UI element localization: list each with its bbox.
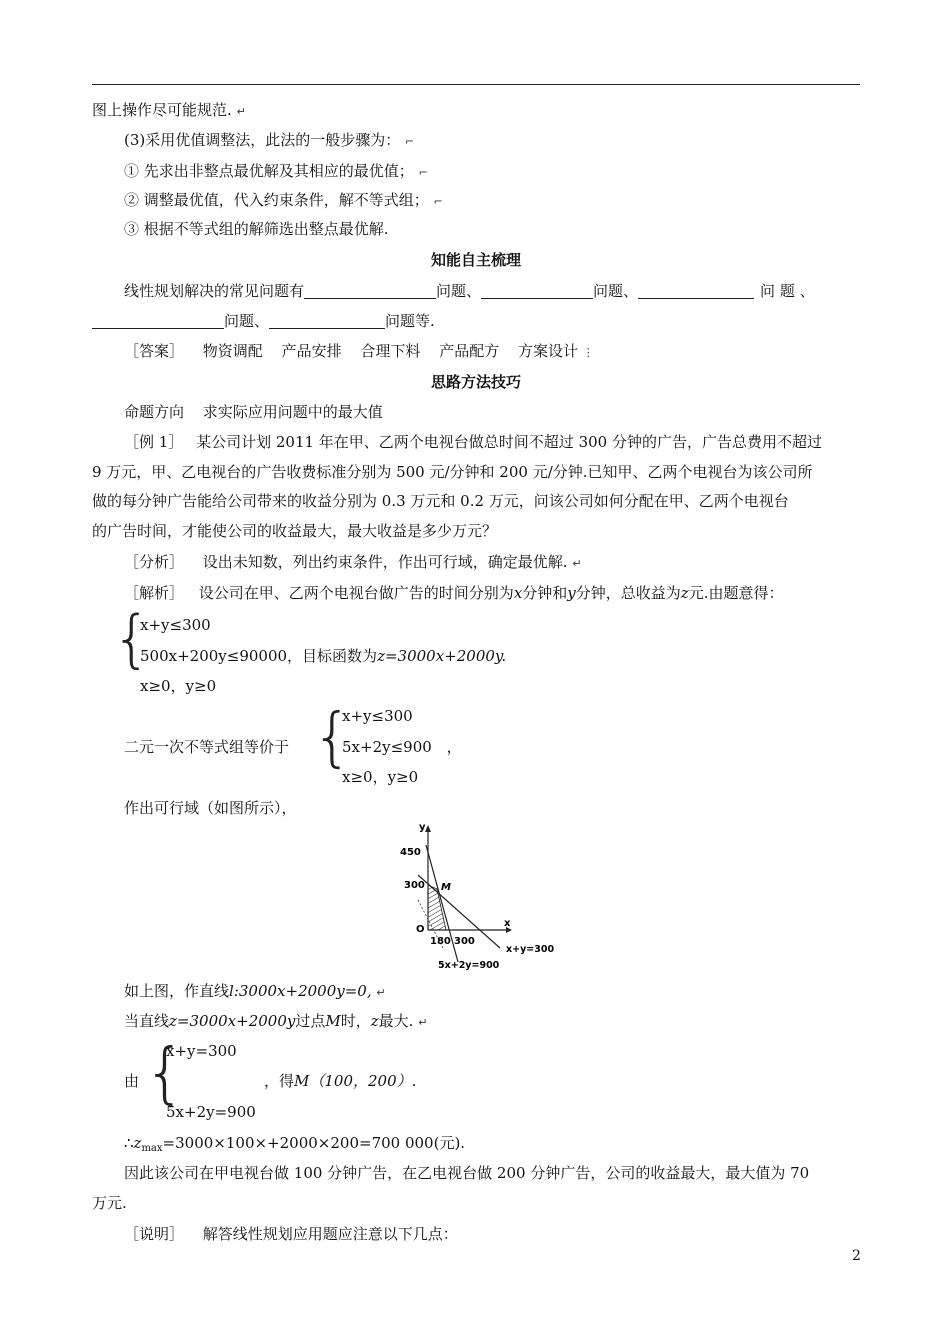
note-line [124,1223,458,1245]
example-line-1 [124,431,822,453]
direction-line [124,401,383,423]
page-number: 2 [852,1248,861,1264]
sys2-line-1: x+y≤300 [342,707,413,725]
text: 问 题 、 [760,282,815,300]
text: 设出未知数，列出约束条件，作出可行域，确定最优解. [202,553,568,571]
blank [269,312,385,329]
text: 问题、 [593,282,639,300]
sys1-line-3: x≥0，y≥0 [140,677,217,695]
sys2-line-2 [342,736,462,758]
text: 设公司在甲、乙两个电视台做广告的时间分别为 [198,584,514,602]
y-arrow-icon [425,825,431,832]
equiv-text: 二元一次不等式组等价于 [124,738,290,756]
text: =3000×100×+2000×200=700 000(元). [162,1134,466,1152]
y-tick: 300 [404,880,425,891]
text: 当直线 [124,1012,170,1030]
text: 5x+2y≤900 [342,738,432,756]
point-label: M [441,882,451,893]
line1-label: x+y=300 [506,944,555,955]
text: 元.由题意得： [688,584,784,602]
text: 500x+200y≤90000，目标函数为 [140,647,378,665]
header-rule [92,84,860,85]
line-1 [92,99,246,123]
line2-label: 5x+2y=900 [438,960,500,971]
return-mark-icon: ⌐ [433,195,443,208]
x-tick: 300 [454,936,475,947]
text: 问题等. [385,312,435,330]
x-tick: 180 [430,936,451,947]
example-line-4: 的广告时间，才能使公司的收益最大，最大收益是多少万元？ [92,522,498,540]
answer-item: 产品安排 [281,342,342,360]
x-axis-label: x [504,918,511,929]
blank [92,312,224,329]
example-line-2: 9 万元，甲、乙电视台的广告收费标准分别为 500 元/分钟和 200 元/分钟.已知甲、乙两个电视台为该公司所 [92,463,813,481]
brace-icon: { [144,1034,186,1111]
subscript: max [141,1143,163,1154]
after-figure-line-2 [124,1010,427,1034]
label: ［例 1］ [124,433,184,451]
text: 分钟，总收益为 [575,584,681,602]
origin-label: O [416,924,425,935]
text: 分钟和 [522,584,568,602]
math: z [133,1134,142,1152]
text: 问题、 [224,312,270,330]
after-figure-line-1 [124,980,386,1004]
text: ∴ [124,1134,134,1152]
return-mark-icon: ↵ [572,557,582,570]
conclusion-line-1: 因此该公司在甲电视台做 100 分钟广告，在乙电视台做 200 分钟广告，公司的收益最大，最大值为 70 [124,1164,810,1182]
text: 图上操作尽可能规范. [92,101,232,119]
var: z [680,584,689,602]
answer-item: 合理下料 [360,342,421,360]
y-axis-label: y [419,822,426,833]
return-mark-icon: ↵ [418,1016,428,1029]
return-mark-icon: ⌐ [405,135,415,148]
region-text: 作出可行域（如图所示）， [124,799,297,817]
section-heading-1: 知能自主梳理 [430,251,521,269]
fill-blank-line-2 [92,310,435,332]
feasible-region-figure [388,820,568,972]
answer-item: 方案设计 [517,342,578,360]
y-tick: 450 [400,847,421,858]
label: ［说明］ [124,1225,185,1243]
text: 求实际应用问题中的最大值 [202,403,383,421]
blank [481,282,593,299]
sys2-line-3: x≥0，y≥0 [342,768,419,786]
section-heading-2: 思路方法技巧 [430,373,521,391]
math: z [370,1012,379,1030]
label: 命题方向 [124,403,185,421]
var: y [567,584,576,602]
zmax-line [124,1132,465,1160]
solution-line [124,582,783,604]
return-mark-icon: ↵ [376,986,386,999]
example-line-3: 做的每分钟广告能给公司带来的收益分别为 0.3 万元和 0.2 万元，问该公司如何分配在甲、乙两个电视台 [92,492,789,510]
get-text [264,1070,416,1092]
math: z=3000x+2000y [169,1012,296,1030]
return-mark-icon: ⋮ [582,346,594,359]
fill-blank-line-1 [124,280,815,302]
text: 最大. [378,1012,414,1030]
math: M（100，200）. [294,1072,417,1090]
blank [638,282,754,299]
label: ［答案］ [124,342,185,360]
by-text: 由 [124,1072,140,1090]
brace-icon: { [312,701,353,775]
sys1-line-2 [140,645,506,667]
sys3-line-2: 5x+2y=900 [166,1103,256,1121]
label: ［解析］ [124,584,185,602]
text: 如上图，作直线 [124,982,230,1000]
text: 某公司计划 2011 年在甲、乙两个电视台做总时间不超过 300 分钟的广告，广告总费用不超过 [196,433,822,451]
text: (3)采用优值调整法，此法的一般步骤为： [124,131,401,149]
answer-item: 产品配方 [439,342,500,360]
line-3 [124,160,428,184]
conclusion-line-2: 万元. [92,1194,127,1212]
text: 时， [340,1012,371,1030]
text: 解答线性规划应用题应注意以下几点： [202,1225,458,1243]
math: l:3000x+2000y=0, [229,982,372,1000]
math: z=3000x+2000y. [377,647,507,665]
answer-item: 物资调配 [202,342,263,360]
text: 线性规划解决的常见问题有 [124,282,305,300]
text: ③ 根据不等式组的解筛选出整点最优解. [124,220,389,238]
answer-line [124,340,594,364]
text: 过点 [295,1012,326,1030]
text: 问题、 [436,282,482,300]
math: M [325,1012,341,1030]
brace-icon: { [112,602,152,675]
text: ， [446,738,462,756]
text: ，得 [264,1072,295,1090]
line-5 [124,218,389,240]
text: ② 调整最优值，代入约束条件，解不等式组； [124,191,429,209]
return-mark-icon: ⌐ [418,166,428,179]
return-mark-icon: ↵ [236,105,246,118]
sys3-line-1: x+y=300 [166,1042,237,1060]
label: ［分析］ [124,553,185,571]
line-4 [124,189,443,213]
var: x [513,584,523,602]
text: ① 先求出非整点最优解及其相应的最优值； [124,162,414,180]
blank [304,282,436,299]
analysis-line [124,551,582,575]
sys1-line-1: x+y≤300 [140,616,211,634]
line-2 [124,129,414,153]
